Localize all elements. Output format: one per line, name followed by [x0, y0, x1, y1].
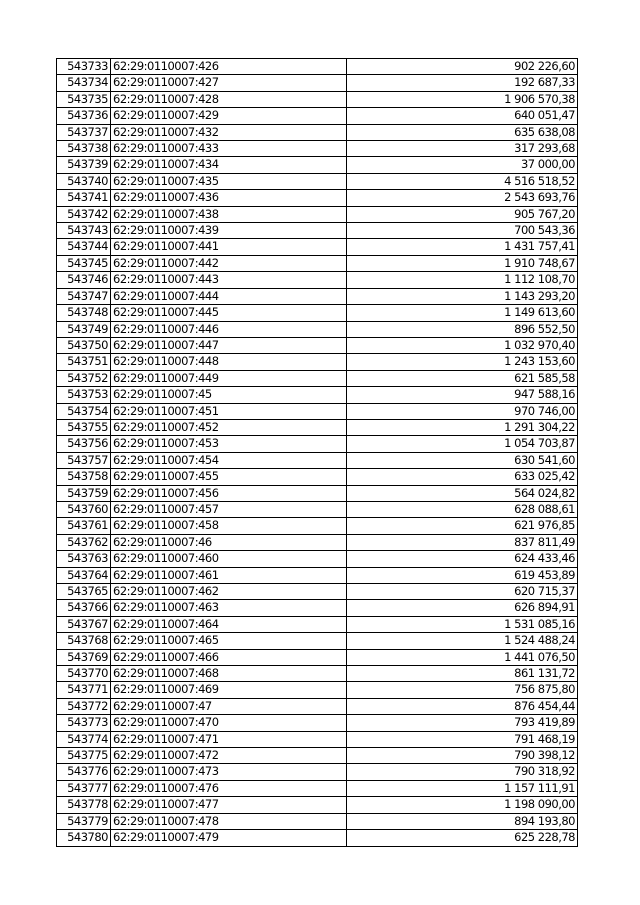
cadastral-number-cell: 62:29:0110007:477	[111, 797, 347, 813]
row-number-cell: 543771	[57, 682, 111, 698]
table-row	[57, 715, 578, 731]
value-cell: 640 051,47	[347, 108, 578, 124]
cadastral-number-cell: 62:29:0110007:468	[111, 666, 347, 682]
table-row	[57, 255, 578, 271]
table-row	[57, 518, 578, 534]
table-row	[57, 337, 578, 353]
value-cell: 861 131,72	[347, 666, 578, 682]
cadastral-number-cell: 62:29:0110007:460	[111, 551, 347, 567]
row-number-cell: 543747	[57, 288, 111, 304]
value-cell: 894 193,80	[347, 813, 578, 829]
table-row	[57, 272, 578, 288]
table-row	[57, 797, 578, 813]
row-number-cell: 543763	[57, 551, 111, 567]
row-number-cell: 543740	[57, 173, 111, 189]
value-cell: 1 112 108,70	[347, 272, 578, 288]
cadastral-number-cell: 62:29:0110007:473	[111, 764, 347, 780]
value-cell: 1 054 703,87	[347, 436, 578, 452]
row-number-cell: 543735	[57, 91, 111, 107]
value-cell: 1 431 757,41	[347, 239, 578, 255]
value-cell: 620 715,37	[347, 584, 578, 600]
table-row	[57, 600, 578, 616]
value-cell: 1 143 293,20	[347, 288, 578, 304]
row-number-cell: 543775	[57, 748, 111, 764]
cadastral-number-cell: 62:29:0110007:457	[111, 501, 347, 517]
value-cell: 317 293,68	[347, 141, 578, 157]
value-cell: 896 552,50	[347, 321, 578, 337]
row-number-cell: 543774	[57, 731, 111, 747]
table-row	[57, 616, 578, 632]
value-cell: 635 638,08	[347, 124, 578, 140]
table-row	[57, 354, 578, 370]
row-number-cell: 543757	[57, 452, 111, 468]
row-number-cell: 543745	[57, 255, 111, 271]
table-row	[57, 698, 578, 714]
table-row	[57, 469, 578, 485]
row-number-cell: 543769	[57, 649, 111, 665]
table-row	[57, 780, 578, 796]
cadastral-number-cell: 62:29:0110007:432	[111, 124, 347, 140]
row-number-cell: 543752	[57, 370, 111, 386]
value-cell: 626 894,91	[347, 600, 578, 616]
row-number-cell: 543761	[57, 518, 111, 534]
row-number-cell: 543778	[57, 797, 111, 813]
cadastral-number-cell: 62:29:0110007:426	[111, 59, 347, 75]
row-number-cell: 543767	[57, 616, 111, 632]
table-row	[57, 501, 578, 517]
row-number-cell: 543760	[57, 501, 111, 517]
value-cell: 624 433,46	[347, 551, 578, 567]
table-row	[57, 91, 578, 107]
value-cell: 630 541,60	[347, 452, 578, 468]
value-cell: 876 454,44	[347, 698, 578, 714]
row-number-cell: 543746	[57, 272, 111, 288]
cadastral-number-cell: 62:29:0110007:462	[111, 584, 347, 600]
cadastral-number-cell: 62:29:0110007:427	[111, 75, 347, 91]
row-number-cell: 543770	[57, 666, 111, 682]
cadastral-number-cell: 62:29:0110007:444	[111, 288, 347, 304]
value-cell: 700 543,36	[347, 223, 578, 239]
value-cell: 1 149 613,60	[347, 305, 578, 321]
cadastral-number-cell: 62:29:0110007:461	[111, 567, 347, 583]
table-row	[57, 419, 578, 435]
row-number-cell: 543780	[57, 830, 111, 846]
cadastral-number-cell: 62:29:0110007:478	[111, 813, 347, 829]
cadastral-number-cell: 62:29:0110007:455	[111, 469, 347, 485]
table-row	[57, 387, 578, 403]
value-cell: 791 468,19	[347, 731, 578, 747]
row-number-cell: 543758	[57, 469, 111, 485]
value-cell: 1 198 090,00	[347, 797, 578, 813]
row-number-cell: 543779	[57, 813, 111, 829]
cadastral-number-cell: 62:29:0110007:434	[111, 157, 347, 173]
value-cell: 1 441 076,50	[347, 649, 578, 665]
value-cell: 564 024,82	[347, 485, 578, 501]
cadastral-number-cell: 62:29:0110007:441	[111, 239, 347, 255]
cadastral-number-cell: 62:29:0110007:448	[111, 354, 347, 370]
table-row	[57, 534, 578, 550]
row-number-cell: 543736	[57, 108, 111, 124]
table-row	[57, 452, 578, 468]
row-number-cell: 543753	[57, 387, 111, 403]
cadastral-number-cell: 62:29:0110007:469	[111, 682, 347, 698]
value-cell: 905 767,20	[347, 206, 578, 222]
row-number-cell: 543755	[57, 419, 111, 435]
table-row	[57, 403, 578, 419]
cadastral-number-cell: 62:29:0110007:442	[111, 255, 347, 271]
table-row	[57, 666, 578, 682]
row-number-cell: 543739	[57, 157, 111, 173]
value-cell: 192 687,33	[347, 75, 578, 91]
cadastral-number-cell: 62:29:0110007:470	[111, 715, 347, 731]
value-cell: 1 910 748,67	[347, 255, 578, 271]
table-row	[57, 584, 578, 600]
table-row	[57, 59, 578, 75]
table-row	[57, 485, 578, 501]
cadastral-number-cell: 62:29:0110007:472	[111, 748, 347, 764]
value-cell: 793 419,89	[347, 715, 578, 731]
table-row	[57, 764, 578, 780]
row-number-cell: 543772	[57, 698, 111, 714]
table-row	[57, 124, 578, 140]
cadastral-number-cell: 62:29:0110007:438	[111, 206, 347, 222]
value-cell: 619 453,89	[347, 567, 578, 583]
value-cell: 790 318,92	[347, 764, 578, 780]
cadastral-number-cell: 62:29:0110007:428	[111, 91, 347, 107]
row-number-cell: 543756	[57, 436, 111, 452]
table-row	[57, 682, 578, 698]
row-number-cell: 543765	[57, 584, 111, 600]
row-number-cell: 543734	[57, 75, 111, 91]
row-number-cell: 543766	[57, 600, 111, 616]
table-row	[57, 141, 578, 157]
cadastral-number-cell: 62:29:0110007:45	[111, 387, 347, 403]
value-cell: 633 025,42	[347, 469, 578, 485]
value-cell: 1 291 304,22	[347, 419, 578, 435]
table-row	[57, 108, 578, 124]
cadastral-number-cell: 62:29:0110007:464	[111, 616, 347, 632]
table-body	[57, 59, 578, 847]
cadastral-number-cell: 62:29:0110007:447	[111, 337, 347, 353]
row-number-cell: 543764	[57, 567, 111, 583]
row-number-cell: 543737	[57, 124, 111, 140]
table-row	[57, 731, 578, 747]
table-row	[57, 649, 578, 665]
cadastral-number-cell: 62:29:0110007:445	[111, 305, 347, 321]
table-row	[57, 748, 578, 764]
value-cell: 1 157 111,91	[347, 780, 578, 796]
value-cell: 947 588,16	[347, 387, 578, 403]
cadastral-number-cell: 62:29:0110007:439	[111, 223, 347, 239]
cadastral-number-cell: 62:29:0110007:46	[111, 534, 347, 550]
cadastral-number-cell: 62:29:0110007:458	[111, 518, 347, 534]
table-row	[57, 633, 578, 649]
cadastral-value-table	[56, 58, 578, 847]
row-number-cell: 543751	[57, 354, 111, 370]
cadastral-number-cell: 62:29:0110007:446	[111, 321, 347, 337]
row-number-cell: 543773	[57, 715, 111, 731]
value-cell: 37 000,00	[347, 157, 578, 173]
cadastral-number-cell: 62:29:0110007:452	[111, 419, 347, 435]
value-cell: 2 543 693,76	[347, 190, 578, 206]
table-row	[57, 436, 578, 452]
row-number-cell: 543749	[57, 321, 111, 337]
row-number-cell: 543777	[57, 780, 111, 796]
row-number-cell: 543742	[57, 206, 111, 222]
value-cell: 902 226,60	[347, 59, 578, 75]
row-number-cell: 543759	[57, 485, 111, 501]
value-cell: 1 243 153,60	[347, 354, 578, 370]
value-cell: 628 088,61	[347, 501, 578, 517]
cadastral-number-cell: 62:29:0110007:456	[111, 485, 347, 501]
table-row	[57, 206, 578, 222]
cadastral-number-cell: 62:29:0110007:47	[111, 698, 347, 714]
value-cell: 837 811,49	[347, 534, 578, 550]
cadastral-number-cell: 62:29:0110007:436	[111, 190, 347, 206]
cadastral-number-cell: 62:29:0110007:443	[111, 272, 347, 288]
value-cell: 621 585,58	[347, 370, 578, 386]
row-number-cell: 543733	[57, 59, 111, 75]
value-cell: 4 516 518,52	[347, 173, 578, 189]
value-cell: 1 524 488,24	[347, 633, 578, 649]
cadastral-number-cell: 62:29:0110007:433	[111, 141, 347, 157]
table-row	[57, 75, 578, 91]
document-page	[56, 58, 577, 847]
table-row	[57, 223, 578, 239]
row-number-cell: 543776	[57, 764, 111, 780]
cadastral-number-cell: 62:29:0110007:451	[111, 403, 347, 419]
cadastral-number-cell: 62:29:0110007:479	[111, 830, 347, 846]
row-number-cell: 543738	[57, 141, 111, 157]
table-row	[57, 239, 578, 255]
table-row	[57, 173, 578, 189]
row-number-cell: 543762	[57, 534, 111, 550]
cadastral-number-cell: 62:29:0110007:449	[111, 370, 347, 386]
table-row	[57, 551, 578, 567]
row-number-cell: 543748	[57, 305, 111, 321]
table-row	[57, 305, 578, 321]
cadastral-number-cell: 62:29:0110007:453	[111, 436, 347, 452]
table-row	[57, 321, 578, 337]
cadastral-number-cell: 62:29:0110007:429	[111, 108, 347, 124]
table-row	[57, 157, 578, 173]
row-number-cell: 543744	[57, 239, 111, 255]
row-number-cell: 543750	[57, 337, 111, 353]
row-number-cell: 543741	[57, 190, 111, 206]
cadastral-number-cell: 62:29:0110007:471	[111, 731, 347, 747]
cadastral-number-cell: 62:29:0110007:465	[111, 633, 347, 649]
table-row	[57, 567, 578, 583]
cadastral-number-cell: 62:29:0110007:454	[111, 452, 347, 468]
cadastral-number-cell: 62:29:0110007:435	[111, 173, 347, 189]
table-row	[57, 190, 578, 206]
value-cell: 621 976,85	[347, 518, 578, 534]
row-number-cell: 543743	[57, 223, 111, 239]
cadastral-number-cell: 62:29:0110007:466	[111, 649, 347, 665]
value-cell: 1 906 570,38	[347, 91, 578, 107]
value-cell: 1 531 085,16	[347, 616, 578, 632]
row-number-cell: 543754	[57, 403, 111, 419]
value-cell: 1 032 970,40	[347, 337, 578, 353]
value-cell: 756 875,80	[347, 682, 578, 698]
table-row	[57, 830, 578, 846]
cadastral-number-cell: 62:29:0110007:476	[111, 780, 347, 796]
value-cell: 790 398,12	[347, 748, 578, 764]
value-cell: 970 746,00	[347, 403, 578, 419]
table-row	[57, 370, 578, 386]
cadastral-number-cell: 62:29:0110007:463	[111, 600, 347, 616]
value-cell: 625 228,78	[347, 830, 578, 846]
table-row	[57, 288, 578, 304]
table-row	[57, 813, 578, 829]
row-number-cell: 543768	[57, 633, 111, 649]
